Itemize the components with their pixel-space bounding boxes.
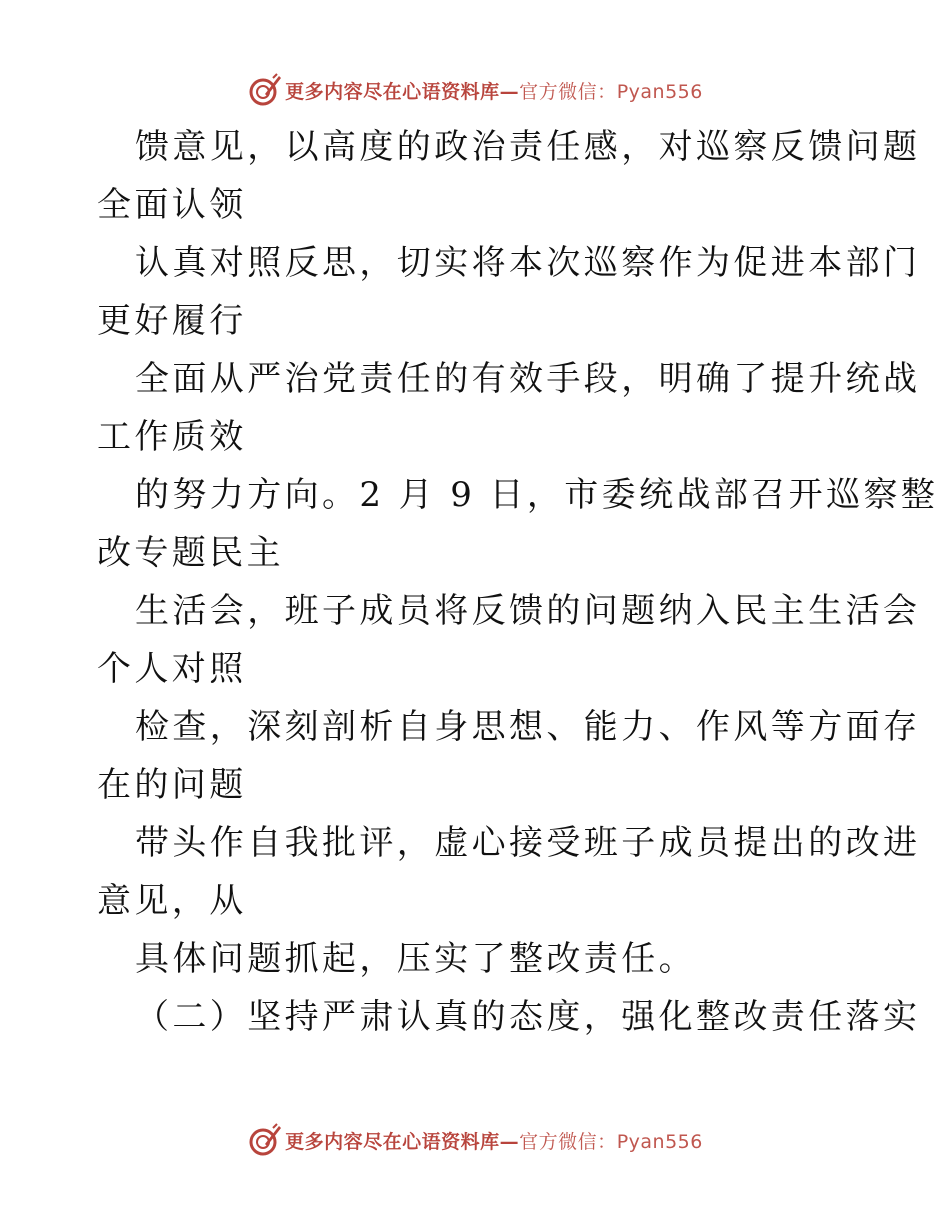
watermark-site-text: 更多内容尽在心语资料库 bbox=[285, 80, 500, 103]
text-line-14: 意见，从 bbox=[97, 881, 247, 921]
pen-logo-icon bbox=[247, 72, 283, 108]
text-line-6: 工作质效 bbox=[97, 417, 247, 457]
document-body bbox=[97, 118, 939, 1046]
section-heading-line: （二）坚持严肃认真的态度，强化整改责任落实 bbox=[135, 997, 921, 1037]
text-line-1: 馈意见，以高度的政治责任感，对巡察反馈问题 bbox=[135, 127, 921, 167]
header-watermark-banner bbox=[0, 70, 950, 110]
watermark-site-text: 更多内容尽在心语资料库 bbox=[285, 1130, 500, 1153]
text-line-2: 全面认领 bbox=[97, 185, 247, 225]
watermark-dash: — bbox=[499, 1130, 520, 1153]
watermark-wechat-label: 官方微信： bbox=[519, 80, 617, 103]
text-line-5: 全面从严治党责任的有效手段，明确了提升统战 bbox=[135, 359, 921, 399]
watermark-text bbox=[285, 77, 703, 104]
text-line-3: 认真对照反思，切实将本次巡察作为促进本部门 bbox=[135, 243, 921, 283]
text-line-12: 在的问题 bbox=[97, 765, 247, 805]
watermark-wechat-id: Pyan556 bbox=[616, 1130, 703, 1153]
footer-watermark-banner bbox=[0, 1120, 950, 1160]
text-line-15: 具体问题抓起，压实了整改责任。 bbox=[135, 939, 696, 979]
text-line-10: 个人对照 bbox=[97, 649, 247, 689]
text-line-9: 生活会，班子成员将反馈的问题纳入民主生活会 bbox=[135, 591, 921, 631]
text-line-4: 更好履行 bbox=[97, 301, 247, 341]
text-line-13: 带头作自我批评，虚心接受班子成员提出的改进 bbox=[135, 823, 921, 863]
watermark-dash: — bbox=[499, 80, 520, 103]
text-line-11: 检查，深刻剖析自身思想、能力、作风等方面存 bbox=[135, 707, 921, 747]
text-line-7: 的努力方向。2 月 9 日，市委统战部召开巡察整 bbox=[135, 475, 939, 515]
watermark-wechat-id: Pyan556 bbox=[616, 80, 703, 103]
watermark-wechat-label: 官方微信： bbox=[519, 1130, 617, 1153]
text-line-8: 改专题民主 bbox=[97, 533, 284, 573]
pen-logo-icon bbox=[247, 1122, 283, 1158]
watermark-text bbox=[285, 1127, 703, 1154]
